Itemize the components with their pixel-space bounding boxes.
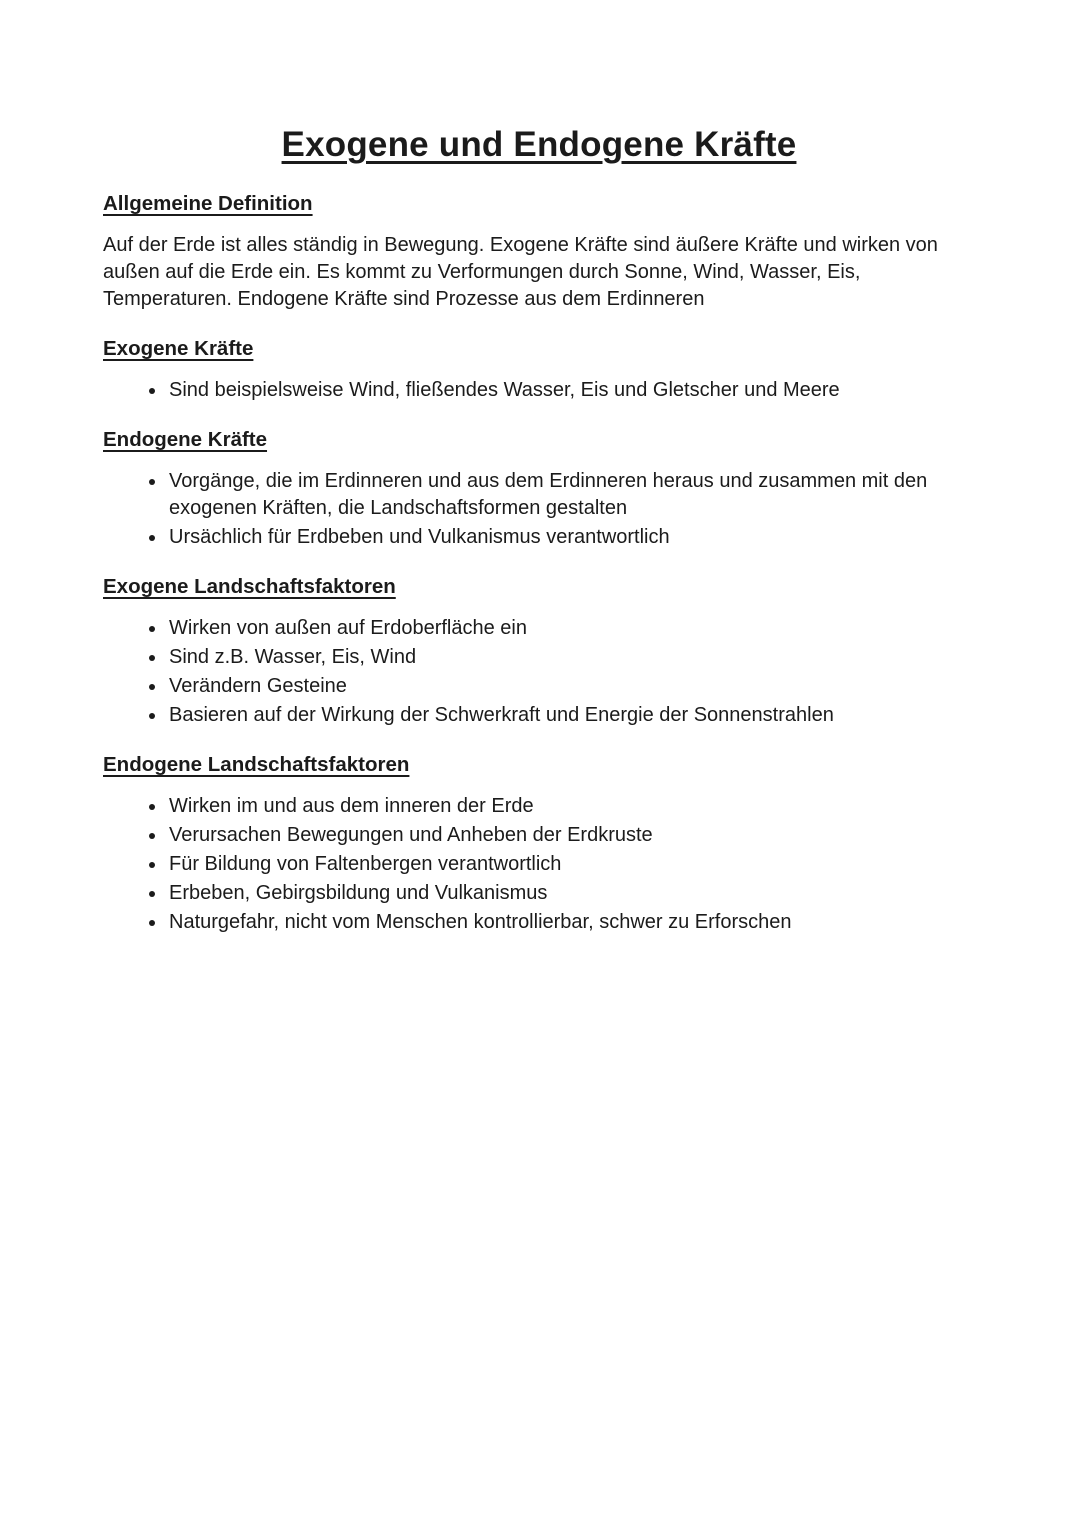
document-section xyxy=(103,751,975,936)
bullet-item: • Ursächlich für Erdbeben und Vulkanismus verantwortlich xyxy=(167,524,975,551)
page-title: Exogene und Endogene Kräfte xyxy=(281,125,797,164)
bullet-item: • Sind z.B. Wasser, Eis, Wind xyxy=(167,644,975,671)
bullet-item: • Vorgänge, die im Erdinneren und aus dem Erdinneren heraus und zusammen mit den exogenen Kräften, die Landschaftsformen gestalten xyxy=(167,468,975,522)
document-sections xyxy=(103,190,975,936)
section-heading: Endogene Landschaftsfaktoren xyxy=(103,753,410,776)
bullet-item: • Wirken von außen auf Erdoberfläche ein xyxy=(167,615,975,642)
bullet-item: • Verändern Gesteine xyxy=(167,673,975,700)
document-section xyxy=(103,573,975,729)
bullet-item: • Verursachen Bewegungen und Anheben der Erdkruste xyxy=(167,822,975,849)
bullet-list xyxy=(103,615,975,729)
section-heading: Exogene Landschaftsfaktoren xyxy=(103,575,396,598)
bullet-list xyxy=(103,793,975,936)
document-section xyxy=(103,335,975,404)
bullet-item: • Sind beispielsweise Wind, fließendes Wasser, Eis und Gletscher und Meere xyxy=(167,377,975,404)
section-heading: Allgemeine Definition xyxy=(103,192,313,215)
document-section xyxy=(103,190,975,313)
section-heading: Endogene Kräfte xyxy=(103,428,268,451)
bullet-list xyxy=(103,468,975,551)
bullet-item: • Naturgefahr, nicht vom Menschen kontrollierbar, schwer zu Erforschen xyxy=(167,909,975,936)
bullet-item: • Basieren auf der Wirkung der Schwerkraft und Energie der Sonnenstrahlen xyxy=(167,702,975,729)
section-paragraph: Auf der Erde ist alles ständig in Bewegung. Exogene Kräfte sind äußere Kräfte und wirken von außen auf die Erde ein. Es kommt zu Verformungen durch Sonne, Wind, Wasser, Eis, Temperaturen. Endogene Kräfte sind Prozesse aus dem Erdinneren xyxy=(103,234,938,310)
section-heading: Exogene Kräfte xyxy=(103,337,254,360)
bullet-item: • Für Bildung von Faltenbergen verantwortlich xyxy=(167,851,975,878)
bullet-item: • Erbeben, Gebirgsbildung und Vulkanismus xyxy=(167,880,975,907)
bullet-item: • Wirken im und aus dem inneren der Erde xyxy=(167,793,975,820)
document-section xyxy=(103,426,975,551)
bullet-list xyxy=(103,377,975,404)
